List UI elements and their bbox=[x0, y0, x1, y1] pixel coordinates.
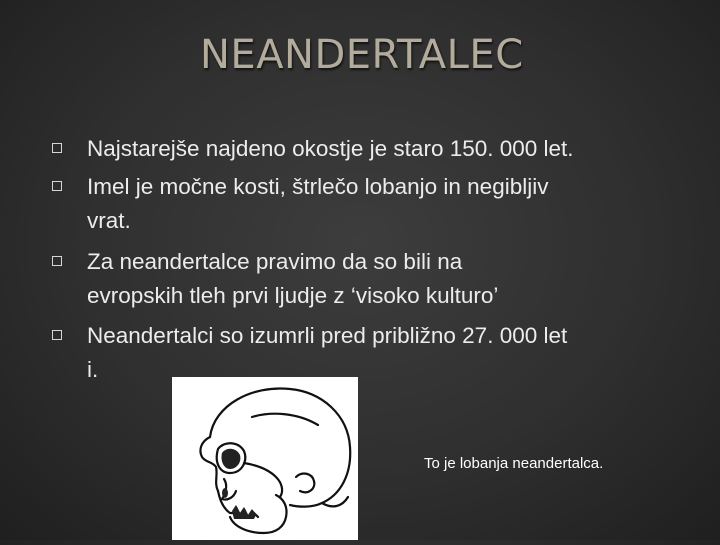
image-caption: To je lobanja neandertalca. bbox=[424, 455, 604, 472]
bullet-line: evropskih tleh prvi ljudje z ‘visoko kulturo’ bbox=[87, 283, 499, 308]
bullet-line: Najstarejše najdeno okostje je staro 150. 000 let. bbox=[87, 136, 574, 161]
bullet-line: vrat. bbox=[87, 208, 131, 233]
skull-drawing-icon bbox=[172, 377, 358, 540]
square-bullet-icon bbox=[52, 143, 62, 153]
bullet-line: Za neandertalce pravimo da so bili na bbox=[87, 249, 463, 274]
bullet-text bbox=[87, 170, 707, 238]
slide-title: NEANDERTALEC bbox=[200, 32, 524, 78]
square-bullet-icon bbox=[52, 181, 62, 191]
bullet-line: Neandertalci so izumrli pred približno 27. 000 let bbox=[87, 323, 568, 348]
bullet-line: i. bbox=[87, 357, 99, 382]
skull-image bbox=[172, 377, 358, 540]
bullet-line: Imel je močne kosti, štrlečo lobanjo in negibljiv bbox=[87, 174, 549, 199]
square-bullet-icon bbox=[52, 256, 62, 266]
square-bullet-icon bbox=[52, 330, 62, 340]
bullet-text bbox=[87, 245, 707, 313]
bullet-text bbox=[87, 132, 707, 166]
